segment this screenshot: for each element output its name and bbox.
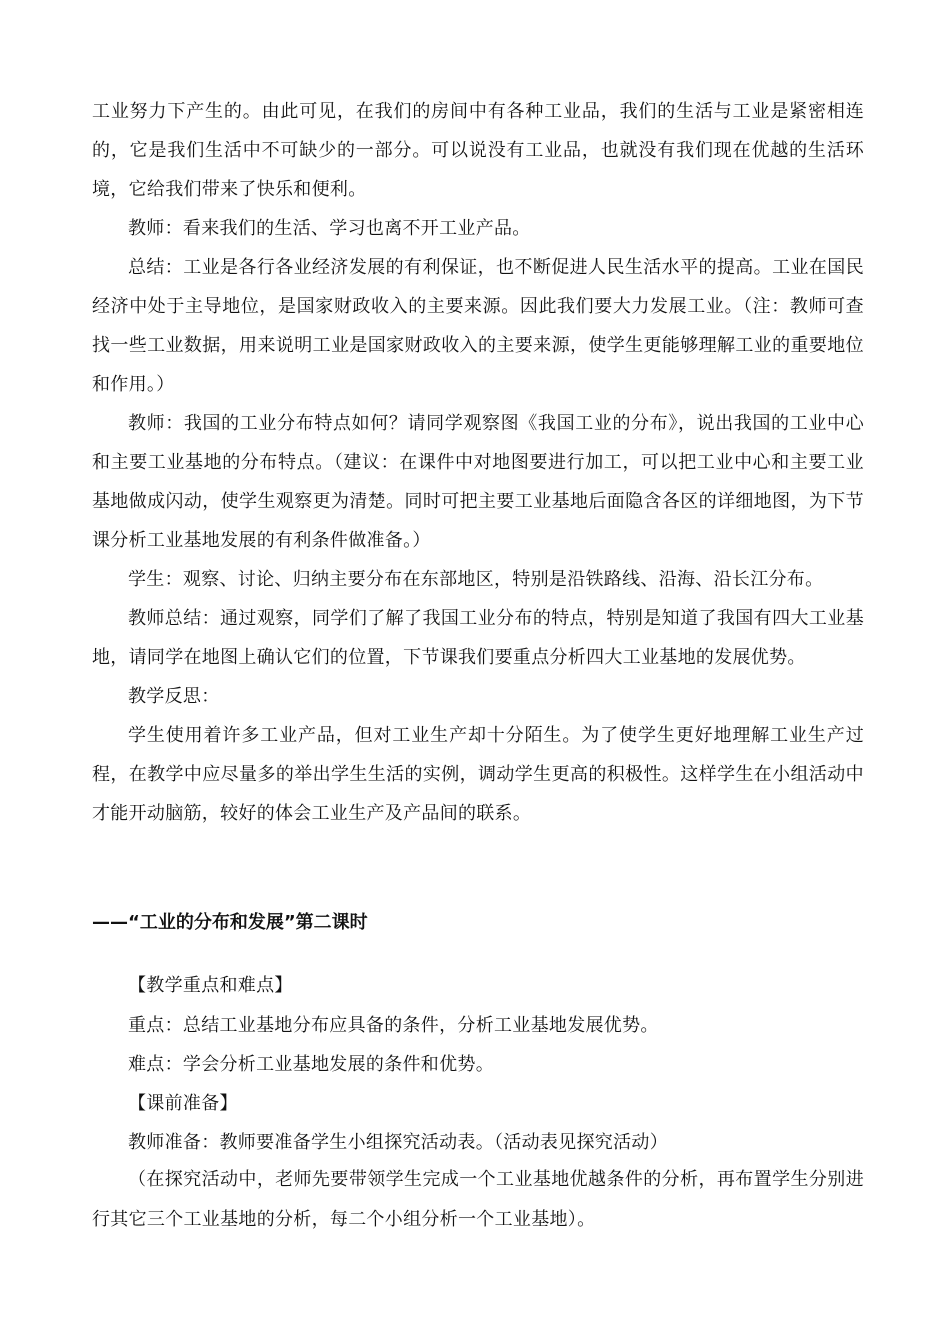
paragraph-industry-life: 工业努力下产生的。由此可见，在我们的房间中有各种工业品，我们的生活与工业是紧密相连的，它是我们生活中不可缺少的一部分。可以说没有工业品，也就没有我们现在优越的生活环境，它给我们带来了快乐和便利。 — [92, 101, 864, 200]
paragraph-reflection-heading: 教学反思： — [128, 686, 220, 707]
paragraph-teacher-question: 教师：我国的工业分布特点如何？请同学观察图《我国工业的分布》，说出我国的工业中心和主要工业基地的分布特点。（建议：在课件中对地图要进行加工，可以把工业中心和主要工业基地做成闪动，使学生观察更为清楚。同时可把主要工业基地后面隐含各区的详细地图，为下节课分析工业基地发展的有利条件做准备。） — [92, 413, 864, 551]
paragraph-reflection: 学生使用着许多工业产品，但对工业生产却十分陌生。为了使学生更好地理解工业生产过程，在教学中应尽量多的举出学生生活的实例，调动学生更高的积极性。这样学生在小组活动中才能开动脑筋，较好的体会工业生产及产品间的联系。 — [92, 725, 864, 824]
key-point: 重点：总结工业基地分布应具备的条件，分析工业基地发展优势。 — [128, 1015, 659, 1036]
paragraph-summary: 总结：工业是各行各业经济发展的有利保证，也不断促进人民生活水平的提高。工业在国民经济中处于主导地位，是国家财政收入的主要来源。因此我们要大力发展工业。（注：教师可查找一些工业数据，用来说明工业是国家财政收入的主要来源，使学生更能够理解工业的重要地位和作用。） — [92, 257, 864, 395]
section-heading: ——“工业的分布和发展”第二课时 — [92, 912, 368, 933]
paragraph-teacher-remark: 教师：看来我们的生活、学习也离不开工业产品。 — [128, 218, 531, 239]
paragraph-student-observation: 学生：观察、讨论、归纳主要分布在东部地区，特别是沿铁路线、沿海、沿长江分布。 — [128, 569, 824, 590]
prep-heading: 【课前准备】 — [128, 1093, 238, 1114]
difficulty: 难点：学会分析工业基地发展的条件和优势。 — [128, 1054, 494, 1075]
focus-heading: 【教学重点和难点】 — [128, 975, 293, 996]
paragraph-teacher-summary: 教师总结：通过观察，同学们了解了我国工业分布的特点，特别是知道了我国有四大工业基地，请同学在地图上确认它们的位置，下节课我们要重点分析四大工业基地的发展优势。 — [92, 608, 864, 668]
activity-note: （在探究活动中，老师先要带领学生完成一个工业基地优越条件的分析，再布置学生分别进行其它三个工业基地的分析，每二个小组分析一个工业基地）。 — [92, 1169, 864, 1230]
teacher-prep: 教师准备：教师要准备学生小组探究活动表。（活动表见探究活动） — [128, 1132, 668, 1153]
